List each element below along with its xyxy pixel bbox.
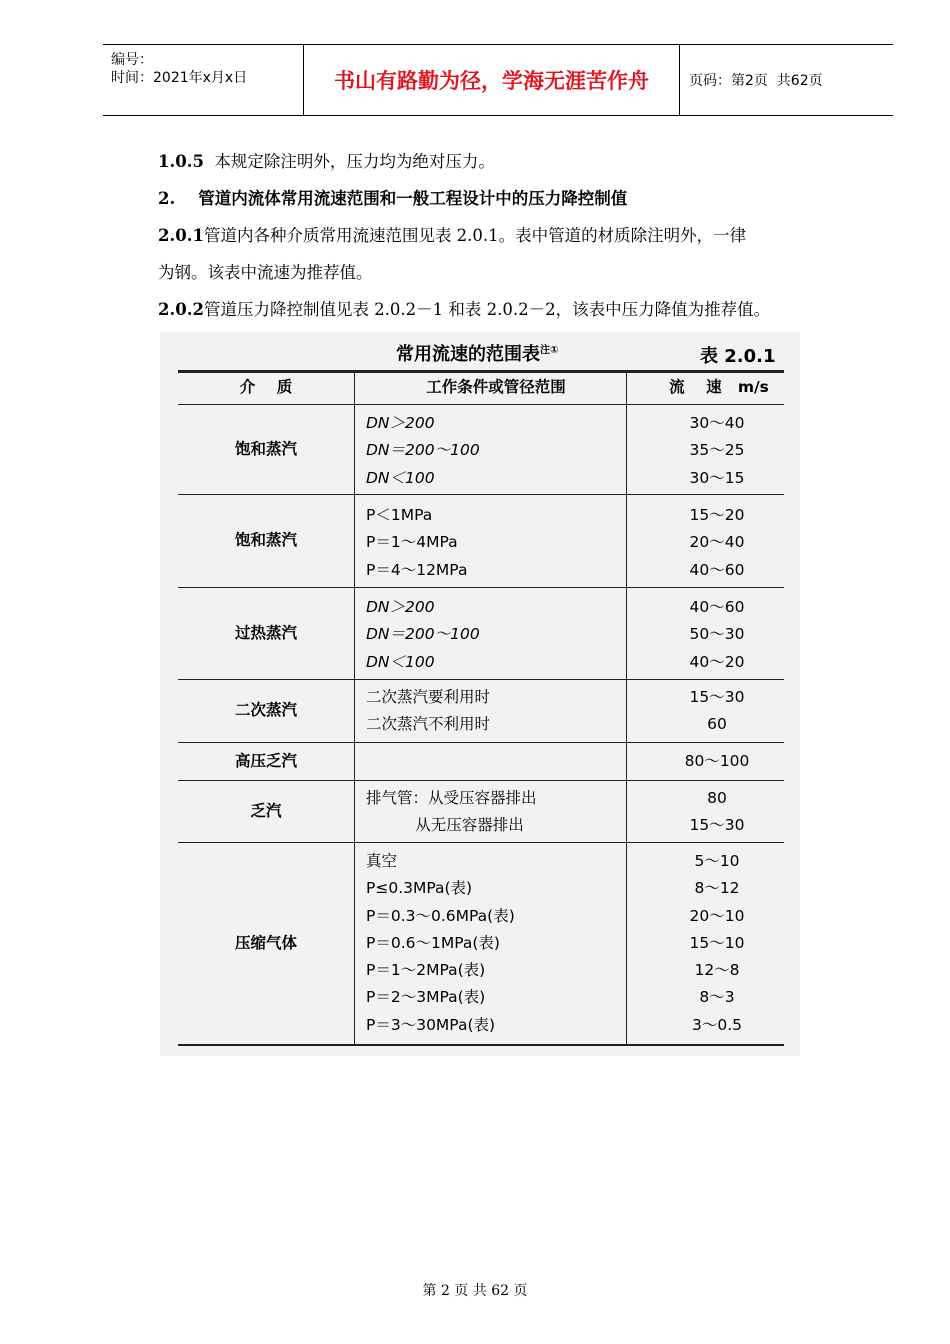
section-number: 2. [158, 189, 176, 208]
paragraph-text: 为钢。该表中流速为推荐值。 [158, 263, 373, 282]
header-meta [103, 45, 303, 115]
clause-number: 2.0.2 [158, 300, 204, 319]
paragraph-1-0-5 [158, 148, 495, 172]
header-page-info: 页码：第2页 共62页 [689, 73, 823, 89]
header-velocity: 流 速 m/s [669, 378, 769, 396]
column-divider [626, 372, 627, 1044]
velocity-cell: 40～60 50～30 40～20 [689, 598, 745, 671]
medium-cell: 饱和蒸汽 [234, 439, 297, 458]
velocity-cell: 30～40 35～25 30～15 [689, 414, 745, 487]
condition-cell: 真空 P≤0.3MPa(表) P＝0.3～0.6MPa(表) P＝0.6～1MPa(表) P＝1～2MPa(表) P＝2～3MPa(表) P＝3～30MPa(表) [366, 852, 515, 1034]
header-medium: 介 质 [239, 378, 293, 397]
section-title: 管道内流体常用流速范围和一般工程设计中的压力降控制值 [175, 189, 628, 208]
code-label: 编号： [111, 52, 153, 68]
medium-cell: 高压乏汽 [234, 751, 297, 770]
table-caption: 常用流速的范围表$^{注①}$ [396, 344, 559, 365]
velocity-cell: 80～100 [684, 752, 750, 770]
page-footer: 第 2 页 共 62 页 [422, 1283, 528, 1299]
caption-note: 注① [540, 345, 559, 356]
medium-cell: 过热蒸汽 [234, 623, 297, 642]
medium-cell: 饱和蒸汽 [234, 531, 297, 550]
condition-cell: 排气管：从受压容器排出 从无压容器排出 [366, 789, 537, 835]
paragraph-text: 本规定除注明外，压力均为绝对压力。 [203, 152, 495, 171]
paragraph-2-0-1-cont [158, 259, 373, 283]
section-heading [158, 185, 627, 209]
velocity-cell: 5～10 8～12 20～10 15～10 12～8 8～3 3～0.5 [689, 852, 745, 1034]
table-bottom-rule [178, 1044, 784, 1046]
clause-number: 2.0.1 [158, 226, 204, 245]
medium-cell: 乏汽 [250, 801, 282, 820]
condition-cell: 二次蒸汽要利用时 二次蒸汽不利用时 [366, 688, 491, 734]
column-divider [354, 372, 355, 1044]
condition-cell: P＜1MPa P＝1～4MPa P＝4～12MPa [366, 506, 468, 579]
header-condition: 工作条件或管径范围 [426, 378, 566, 396]
velocity-cell: 15～20 20～40 40～60 [689, 506, 745, 579]
paragraph-2-0-2 [158, 296, 770, 320]
velocity-cell: 80 15～30 [689, 789, 745, 835]
paragraph-2-0-1 [158, 222, 746, 246]
medium-cell: 二次蒸汽 [234, 701, 297, 720]
paragraph-text: 管道内各种介质常用流速范围见表 2.0.1。表中管道的材质除注明外，一律 [203, 226, 747, 245]
time-label: 时间：2021年x月x日 [111, 70, 248, 86]
condition-cell: DN＞200 DN＝200～100 DN＜100 [366, 598, 480, 671]
header-divider [679, 45, 680, 115]
table-number: 表 2.0.1 [700, 346, 776, 367]
medium-cell: 压缩气体 [234, 933, 297, 952]
paragraph-text: 管道压力降控制值见表 2.0.2－1 和表 2.0.2－2，该表中压力降值为推荐值。 [203, 300, 771, 319]
velocity-table-scan [160, 332, 800, 1056]
clause-number: 1.0.5 [158, 152, 204, 171]
velocity-cell: 15～30 60 [689, 688, 745, 734]
document-header [103, 44, 893, 116]
condition-cell: DN＞200 DN＝200～100 DN＜100 [366, 414, 480, 487]
header-motto: 书山有路勤为径，学海无涯苦作舟 [334, 69, 649, 93]
